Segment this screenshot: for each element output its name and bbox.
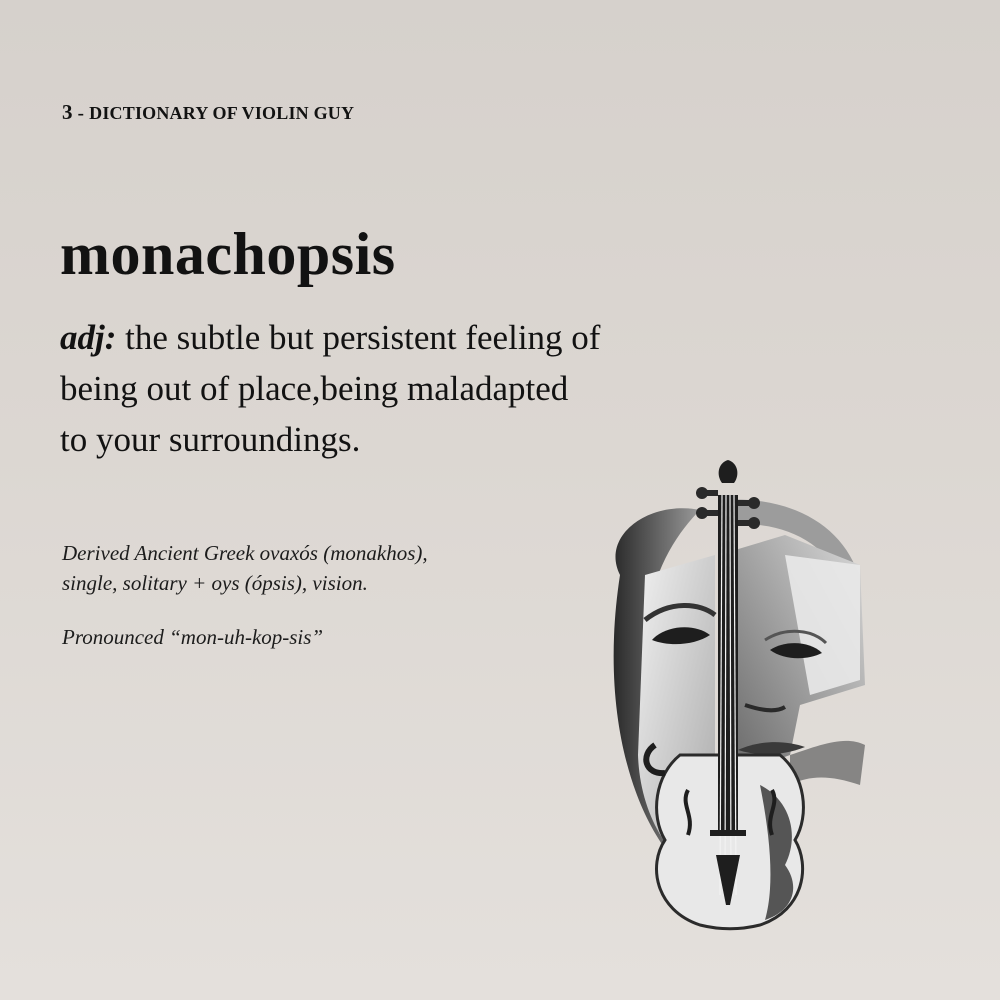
definition-line-2: being out of place,being maladapted xyxy=(60,369,569,408)
definition xyxy=(60,312,760,465)
definition-line-3: to your surroundings. xyxy=(60,420,361,459)
definition-line-1: the subtle but persistent feeling of xyxy=(116,318,601,357)
entry-number: 3 xyxy=(62,100,73,124)
etymology-line-1: Derived Ancient Greek ovaxós (monakhos), xyxy=(62,541,428,565)
series-title: DICTIONARY OF VIOLIN GUY xyxy=(89,103,355,123)
dictionary-word: monachopsis xyxy=(60,221,396,287)
violin-scroll xyxy=(719,460,738,483)
header-separator: - xyxy=(72,103,90,124)
pronunciation: Pronounced “mon-uh-kop-sis” xyxy=(62,625,324,649)
etymology xyxy=(62,538,428,598)
part-of-speech: adj: xyxy=(60,318,117,357)
etymology-line-2: single, solitary + oys (ópsis), vision. xyxy=(62,571,368,595)
violin-bridge xyxy=(710,830,746,836)
series-header xyxy=(62,100,354,125)
violin-face-illustration xyxy=(560,455,890,935)
